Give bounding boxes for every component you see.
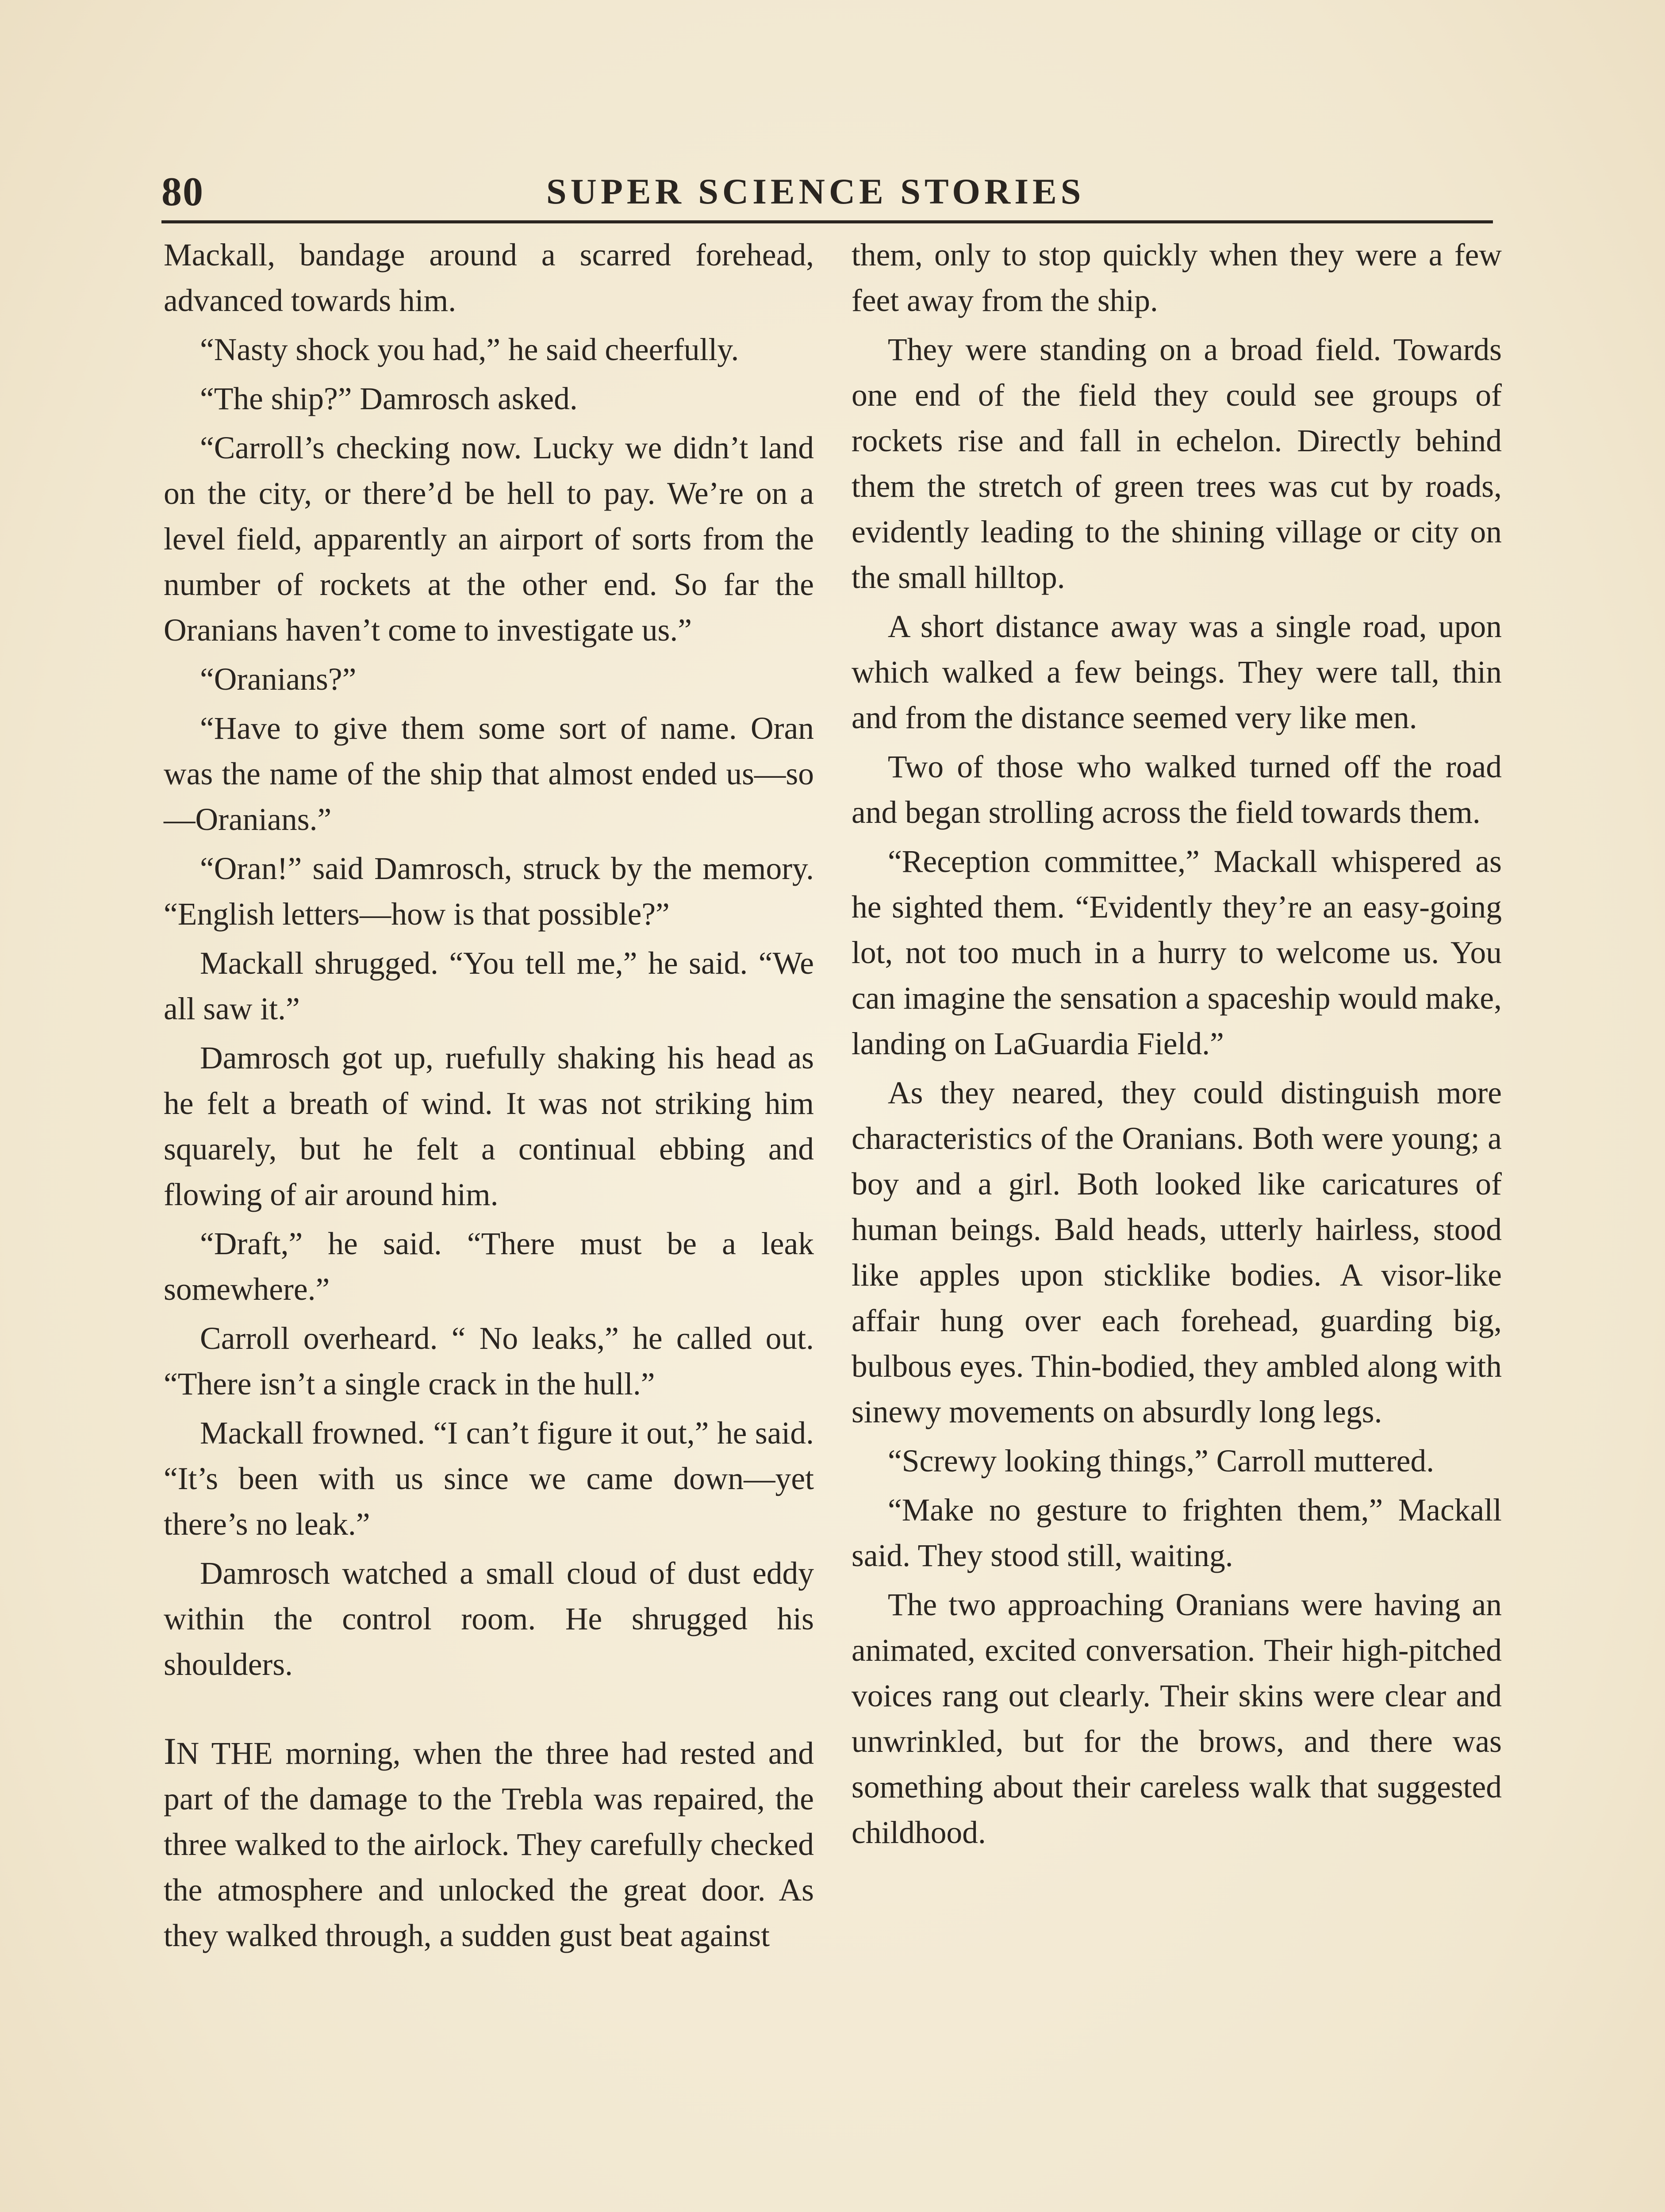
paragraph: Mackall frowned. “I can’t figure it out,” he said. “It’s been with us since we came down—yet there’s no leak.” (164, 1416, 814, 1542)
paragraph: The two approaching Oranians were having an animated, excited conversation. Their high-pitched voices rang out clearly. Their skins were clear and unwrinkled, but for the brows, and there was something about their careless walk that suggested childhood. (852, 1587, 1502, 1850)
paragraph: “Reception committee,” Mackall whispered as he sighted them. “Evidently they’re an easy-going lot, not too much in a hurry to welcome us. You can imagine the sensation a spaceship would make, landing on LaGuardia Field.” (852, 844, 1502, 1061)
paragraph: them, only to stop quickly when they were a few feet away from the ship. (852, 238, 1502, 318)
section-opening-paragraph (164, 1731, 814, 1959)
section-text: morning, when the three had rested and part of the damage to the Trebla was repaired, the three walked to the airlock. They carefully checked the atmosphere and unlocked the great door. As they walked through, a sudden gust beat against (164, 1736, 814, 1953)
left-column (164, 232, 814, 1962)
header-rule (161, 220, 1493, 223)
paragraph: “Have to give them some sort of name. Oran was the name of the ship that almost ended us—so—Oranians.” (164, 711, 814, 837)
page-header (161, 168, 1493, 221)
section-lead-in: N THE (176, 1736, 273, 1771)
paragraph: Damrosch watched a small cloud of dust eddy within the control room. He shrugged his shoulders. (164, 1556, 814, 1682)
paragraph: “The ship?” Damrosch asked. (200, 381, 578, 416)
paragraph: “Nasty shock you had,” he said cheerfully. (200, 332, 739, 367)
paragraph: “Screwy looking things,” Carroll muttered. (888, 1444, 1435, 1479)
section-break (164, 1691, 814, 1731)
paragraph: A short distance away was a single road, upon which walked a few beings. They were tall, thin and from the distance seemed very like men. (852, 609, 1502, 735)
paragraph: “Draft,” he said. “There must be a leak somewhere.” (164, 1226, 814, 1307)
running-title: SUPER SCIENCE STORIES (546, 171, 1085, 211)
right-column (852, 232, 1502, 1859)
paragraph: Carroll overheard. “ No leaks,” he called out. “There isn’t a single crack in the hull.” (164, 1321, 814, 1402)
paragraph: As they neared, they could distinguish more characteristics of the Oranians. Both were young; a boy and a girl. Both looked like caricatures of human beings. Bald heads, utterly hairless, stood like apples upon sticklike bodies. A visor-like affair hung over each forehead, guarding big, bulbous eyes. Thin-bodied, they ambled along with sinewy movements on absurdly long legs. (852, 1075, 1502, 1429)
paragraph: “Carroll’s checking now. Lucky we didn’t land on the city, or there’d be hell to pay. We’re on a level field, apparently an airport of sorts from the number of rockets at the other end. So far the Oranians haven’t come to investigate us.” (164, 430, 814, 648)
drop-cap: I (164, 1730, 176, 1772)
paragraph: Mackall shrugged. “You tell me,” he said. “We all saw it.” (164, 946, 814, 1026)
paragraph: Mackall, bandage around a scarred forehead, advanced towards him. (164, 238, 814, 318)
paragraph: “Oran!” said Damrosch, struck by the memory. “English letters—how is that possible?” (164, 851, 814, 932)
paragraph: Two of those who walked turned off the road and began strolling across the field towards them. (852, 749, 1502, 830)
paragraph: They were standing on a broad field. Towards one end of the field they could see groups of rockets rise and fall in echelon. Directly behind them the stretch of green trees was cut by roads, evidently leading to the shining village or city on the small hilltop. (852, 332, 1502, 595)
paragraph: Damrosch got up, ruefully shaking his head as he felt a breath of wind. It was not striking him squarely, but he felt a continual ebbing and flowing of air around him. (164, 1041, 814, 1212)
page-number: 80 (161, 169, 204, 214)
paragraph: “Make no gesture to frighten them,” Mackall said. They stood still, waiting. (852, 1493, 1502, 1573)
paragraph: “Oranians?” (200, 662, 357, 697)
